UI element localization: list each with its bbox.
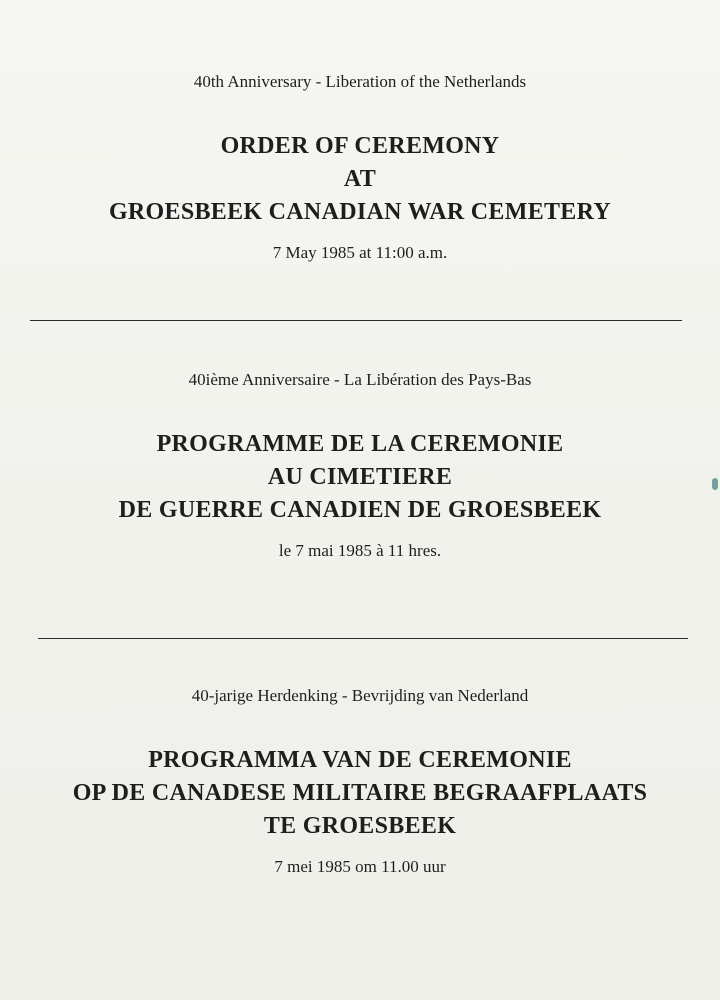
- dutch-title-line: TE GROESBEEK: [263, 813, 457, 839]
- english-title: [0, 130, 720, 229]
- french-date: le 7 mai 1985 à 11 hres.: [278, 541, 442, 560]
- dutch-title-line: OP DE CANADESE MILITAIRE BEGRAAFPLAATS: [72, 780, 648, 806]
- french-title-line: PROGRAMME DE LA CEREMONIE: [156, 431, 564, 457]
- english-section: [0, 72, 720, 263]
- bleed-through-text: [150, 0, 590, 40]
- dutch-section: [0, 686, 720, 877]
- english-date: 7 May 1985 at 11:00 a.m.: [272, 243, 448, 262]
- dutch-title: [0, 744, 720, 843]
- section-divider: [30, 320, 682, 321]
- dutch-date: 7 mei 1985 om 11.00 uur: [274, 857, 446, 876]
- page-edge-mark: [712, 478, 718, 490]
- french-title-line: DE GUERRE CANADIEN DE GROESBEEK: [118, 497, 602, 523]
- french-title: [0, 428, 720, 527]
- english-title-line: AT: [343, 166, 377, 192]
- english-title-line: GROESBEEK CANADIAN WAR CEMETERY: [108, 199, 612, 225]
- english-subtitle: 40th Anniversary - Liberation of the Netherlands: [193, 72, 527, 91]
- section-divider: [38, 638, 688, 639]
- english-title-line: ORDER OF CEREMONY: [220, 133, 500, 159]
- french-title-line: AU CIMETIERE: [267, 464, 453, 490]
- dutch-subtitle: 40-jarige Herdenking - Bevrijding van Nederland: [191, 686, 529, 705]
- french-subtitle: 40ième Anniversaire - La Libération des Pays-Bas: [188, 370, 532, 389]
- dutch-title-line: PROGRAMMA VAN DE CEREMONIE: [148, 747, 572, 773]
- french-section: [0, 370, 720, 561]
